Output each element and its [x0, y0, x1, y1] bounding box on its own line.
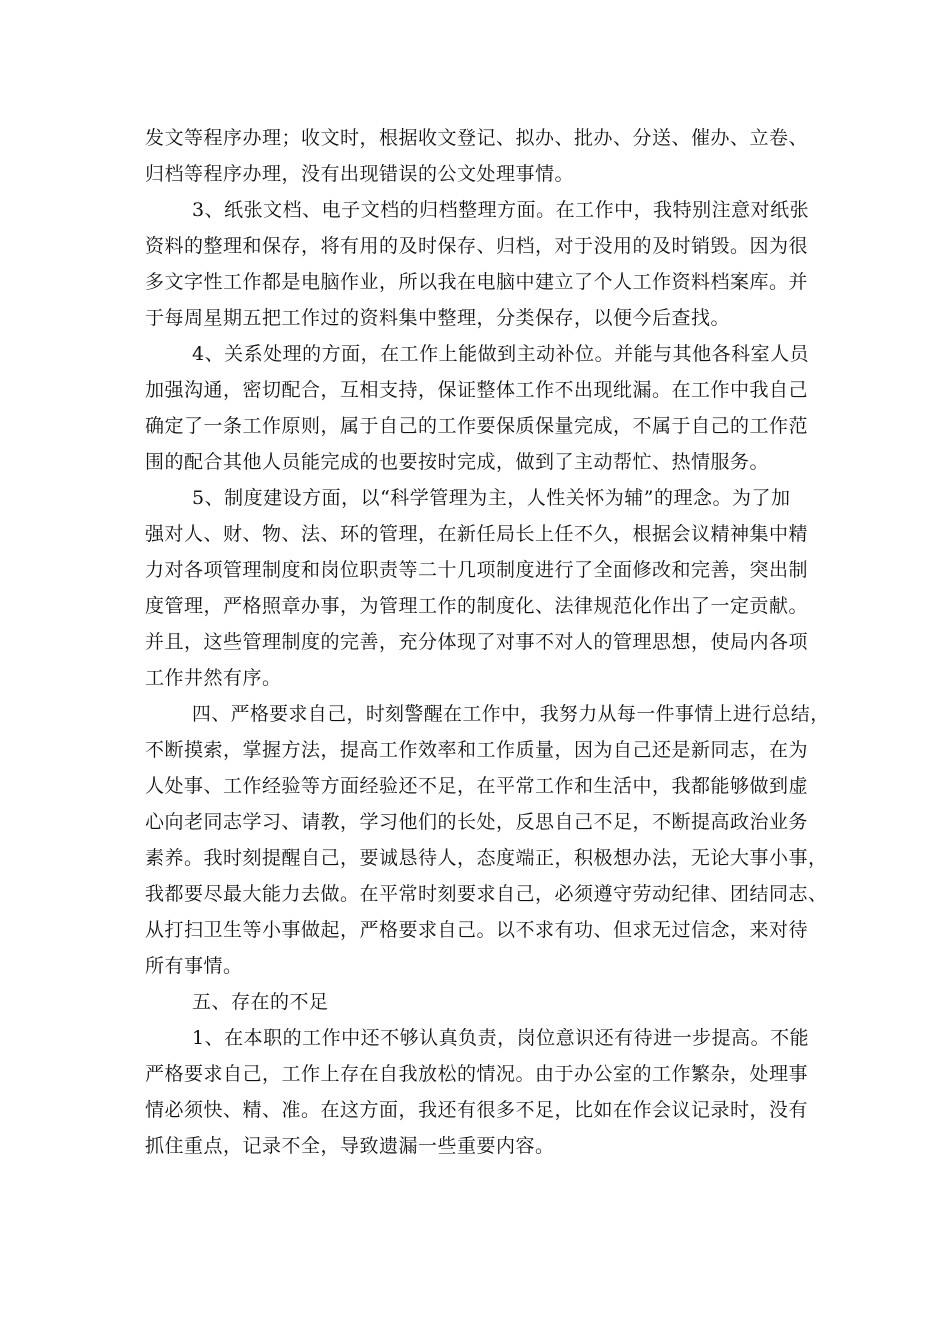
text-line: 并且，这些管理制度的完善，充分体现了对事不对人的管理思想，使局内各项 [145, 631, 809, 653]
text-line: 多文字性工作都是电脑作业，所以我在电脑中建立了个人工作资料档案库。并 [145, 271, 809, 293]
section-heading: 五、存在的不足 [192, 991, 329, 1013]
text-line: 强对人、财、物、法、环的管理，在新任局长上任不久，根据会议精神集中精 [145, 523, 809, 545]
text-line: 确定了一条工作原则，属于自己的工作要保质保量完成，不属于自己的工作范 [145, 415, 809, 437]
text-line: 围的配合其他人员能完成的也要按时完成，做到了主动帮忙、热情服务。 [145, 451, 770, 473]
text-line: 我都要尽最大能力去做。在平常时刻要求自己，必须遵守劳动纪律、团结同志、 [145, 883, 828, 905]
text-line: 于每周星期五把工作过的资料集中整理，分类保存，以便今后查找。 [145, 307, 731, 329]
text-line: 人处事、工作经验等方面经验还不足，在平常工作和生活中，我都能够做到虚 [145, 775, 809, 797]
text-line: 归档等程序办理，没有出现错误的公文处理事情。 [145, 163, 575, 185]
text-line: 1、在本职的工作中还不够认真负责，岗位意识还有待进一步提高。不能 [192, 1027, 810, 1049]
text-line: 素养。我时刻提醒自己，要诚恳待人，态度端正，积极想办法，无论大事小事， [145, 847, 828, 869]
text-line: 力对各项管理制度和岗位职责等二十几项制度进行了全面修改和完善，突出制 [145, 559, 809, 581]
text-line: 抓住重点，记录不全，导致遗漏一些重要内容。 [145, 1135, 555, 1157]
text-line: 严格要求自己，工作上存在自我放松的情况。由于办公室的工作繁杂，处理事 [145, 1063, 809, 1085]
text-line: 4、关系处理的方面，在工作上能做到主动补位。并能与其他各科室人员 [192, 343, 810, 365]
text-line: 3、纸张文档、电子文档的归档整理方面。在工作中，我特别注意对纸张 [192, 199, 810, 221]
text-line: 不断摸索，掌握方法，提高工作效率和工作质量，因为自己还是新同志，在为 [145, 739, 809, 761]
text-line: 情必须快、精、准。在这方面，我还有很多不足，比如在作会议记录时，没有 [145, 1099, 809, 1121]
text-line: 工作井然有序。 [145, 667, 282, 689]
text-line: 从打扫卫生等小事做起，严格要求自己。以不求有功、但求无过信念，来对待 [145, 919, 809, 941]
text-line: 资料的整理和保存，将有用的及时保存、归档，对于没用的及时销毁。因为很 [145, 235, 809, 257]
text-line: 心向老同志学习、请教，学习他们的长处，反思自己不足，不断提高政治业务 [145, 811, 809, 833]
text-line: 所有事情。 [145, 955, 243, 977]
text-line: 四、严格要求自己，时刻警醒在工作中，我努力从每一件事情上进行总结， [192, 703, 830, 725]
text-line: 度管理，严格照章办事，为管理工作的制度化、法律规范化作出了一定贡献。 [145, 595, 809, 617]
text-line: 发文等程序办理；收文时，根据收文登记、拟办、批办、分送、催办、立卷、 [145, 127, 809, 149]
text-line: 加强沟通，密切配合，互相支持，保证整体工作不出现纰漏。在工作中我自己 [145, 379, 809, 401]
text-line: 5、制度建设方面，以“科学管理为主，人性关怀为辅”的理念。为了加 [192, 487, 791, 509]
